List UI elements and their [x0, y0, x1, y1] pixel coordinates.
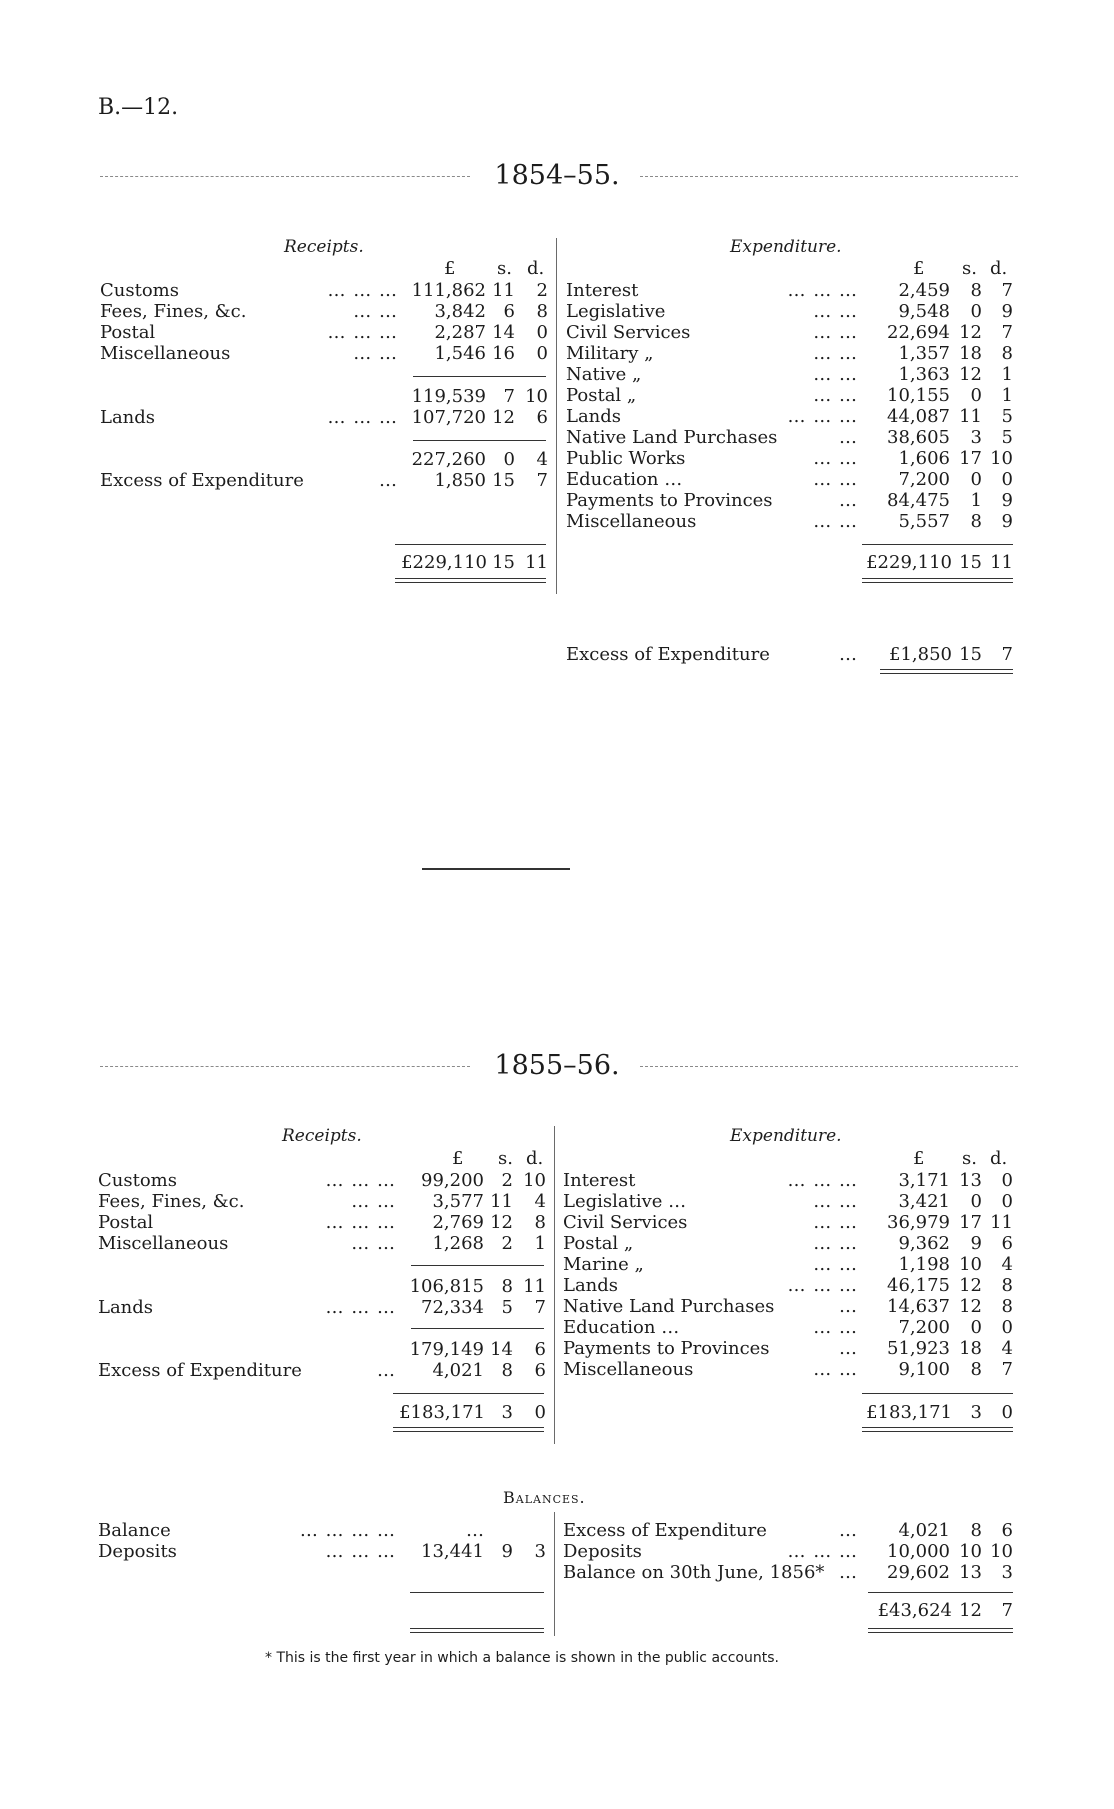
receipts-heading: Receipts.	[282, 1126, 362, 1146]
shillings-value: 0	[970, 385, 982, 406]
expenditure-row	[0, 1233, 1114, 1254]
pounds-value: 119,539	[411, 386, 486, 407]
leader-dots: … …	[813, 1212, 858, 1233]
pence-value: 7	[1001, 1359, 1013, 1380]
expenditure-total-row	[0, 1402, 1114, 1423]
row-label: Lands	[100, 407, 156, 428]
pence-value: 6	[534, 1360, 546, 1381]
balance-row	[0, 1520, 1114, 1541]
leader-dots: … …	[813, 448, 858, 469]
row-label: Lands	[566, 406, 622, 427]
shillings-value: 17	[959, 448, 982, 469]
expenditure-total-rule	[862, 544, 1013, 545]
pounds-value: 5,557	[898, 511, 950, 532]
shillings-value: 5	[501, 1297, 513, 1318]
pounds-value: 7,200	[898, 469, 950, 490]
shillings-value: 15	[959, 644, 982, 665]
shillings-column-header: s.	[498, 1148, 513, 1169]
pence-value: 9	[1001, 301, 1013, 322]
pence-value: 5	[1001, 427, 1013, 448]
pounds-value: 1,546	[434, 343, 486, 364]
expenditure-row	[0, 1338, 1114, 1359]
pence-value: 7	[1001, 280, 1013, 301]
pounds-value: £229,110	[866, 552, 952, 573]
leader-dots: …	[839, 490, 858, 511]
row-label: Deposits	[563, 1541, 642, 1562]
pounds-value: 4,021	[432, 1360, 484, 1381]
expenditure-total-rule	[862, 1393, 1013, 1394]
pence-value: 11	[525, 552, 548, 573]
leader-dots: … … …	[787, 1170, 858, 1191]
shillings-value: 3	[970, 1402, 982, 1423]
leader-dots: … … …	[787, 406, 858, 427]
pence-value: 9	[1001, 490, 1013, 511]
row-label: Education …	[566, 469, 683, 490]
pounds-value: 36,979	[887, 1212, 950, 1233]
row-label: Postal	[100, 322, 156, 343]
year-rule-right	[640, 176, 1018, 177]
pounds-value: 1,357	[898, 343, 950, 364]
row-label: Postal „	[563, 1233, 634, 1254]
pounds-column-header: £	[913, 258, 925, 279]
row-label: Excess of Expenditure	[100, 470, 304, 491]
leader-dots: … … …	[327, 407, 398, 428]
row-label: Fees, Fines, &c.	[100, 301, 247, 322]
pounds-value: 1,268	[432, 1233, 484, 1254]
section-separator	[422, 868, 570, 870]
expenditure-row	[0, 406, 1114, 427]
leader-dots: … … … …	[299, 1520, 396, 1541]
pounds-value: 2,769	[432, 1212, 484, 1233]
pounds-value: £183,171	[866, 1402, 952, 1423]
pence-value: 0	[1001, 1402, 1013, 1423]
pounds-value: 111,862	[411, 280, 486, 301]
row-label: Civil Services	[563, 1212, 688, 1233]
row-label: Native Land Purchases	[566, 427, 778, 448]
row-label: Public Works	[566, 448, 686, 469]
pounds-value: 3,171	[898, 1170, 950, 1191]
leader-dots: … … …	[787, 1275, 858, 1296]
pence-column-header: d.	[990, 258, 1008, 279]
pence-value: 0	[1001, 469, 1013, 490]
pounds-value: 13,441	[421, 1541, 484, 1562]
pounds-value: 44,087	[887, 406, 950, 427]
leader-dots: …	[839, 1562, 858, 1583]
receipts-subtotal-rule	[413, 440, 546, 441]
shillings-value: 3	[501, 1402, 513, 1423]
leader-dots: … … …	[327, 280, 398, 301]
balances-right-total-rule	[868, 1592, 1013, 1593]
shillings-value: 8	[501, 1276, 513, 1297]
pounds-value: 1,198	[898, 1254, 950, 1275]
pence-value: 7	[1001, 1600, 1013, 1621]
expenditure-row	[0, 469, 1114, 490]
shillings-value: 10	[959, 1541, 982, 1562]
row-label: Interest	[563, 1170, 636, 1191]
pence-value: 2	[536, 280, 548, 301]
pounds-value: £1,850	[889, 644, 952, 665]
shillings-value: 12	[959, 364, 982, 385]
pence-value: 10	[990, 1541, 1013, 1562]
expenditure-row	[0, 1296, 1114, 1317]
pounds-value: 1,363	[898, 364, 950, 385]
pounds-column-header: £	[913, 1148, 925, 1169]
pounds-value: 3,577	[432, 1191, 484, 1212]
pounds-value: …	[466, 1520, 484, 1541]
shillings-value: 0	[503, 449, 515, 470]
shillings-value: 2	[501, 1233, 513, 1254]
shillings-value: 7	[503, 386, 515, 407]
receipts-total-double-rule	[393, 1427, 544, 1432]
pounds-value: 1,850	[434, 470, 486, 491]
leader-dots: … …	[813, 1233, 858, 1254]
pence-value: 0	[534, 1402, 546, 1423]
pounds-value: 72,334	[421, 1297, 484, 1318]
shillings-value: 18	[959, 343, 982, 364]
pounds-value: 14,637	[887, 1296, 950, 1317]
pence-column-header: d.	[990, 1148, 1008, 1169]
pounds-value: 38,605	[887, 427, 950, 448]
shillings-value: 11	[959, 406, 982, 427]
expenditure-row	[0, 1275, 1114, 1296]
leader-dots: … …	[813, 322, 858, 343]
shillings-value: 15	[492, 470, 515, 491]
pence-value: 0	[536, 343, 548, 364]
shillings-value: 17	[959, 1212, 982, 1233]
leader-dots: …	[839, 1338, 858, 1359]
row-label: Customs	[98, 1170, 177, 1191]
pounds-value: 227,260	[411, 449, 486, 470]
expenditure-row	[0, 385, 1114, 406]
shillings-value: 12	[959, 1600, 982, 1621]
pounds-value: 1,606	[898, 448, 950, 469]
excess-double-rule	[880, 669, 1013, 674]
expenditure-total-double-rule	[862, 1427, 1013, 1432]
pounds-value: £229,110	[401, 552, 487, 573]
receipts-subtotal-rule	[411, 1328, 544, 1329]
shillings-value: 1	[970, 490, 982, 511]
expenditure-row	[0, 448, 1114, 469]
leader-dots: …	[839, 1296, 858, 1317]
section-year-title: 1854–55.	[494, 160, 620, 191]
balances-left-total-rule	[410, 1592, 544, 1593]
leader-dots: … …	[813, 1254, 858, 1275]
pence-value: 7	[534, 1297, 546, 1318]
row-label: Fees, Fines, &c.	[98, 1191, 245, 1212]
pounds-value: 7,200	[898, 1317, 950, 1338]
leader-dots: … …	[813, 343, 858, 364]
pence-value: 10	[523, 1170, 546, 1191]
leader-dots: …	[839, 1520, 858, 1541]
shillings-value: 13	[959, 1562, 982, 1583]
pounds-column-header: £	[452, 1148, 464, 1169]
leader-dots: … … …	[325, 1170, 396, 1191]
pence-value: 4	[1001, 1338, 1013, 1359]
pence-value: 1	[534, 1233, 546, 1254]
pounds-column-header: £	[444, 258, 456, 279]
row-label: Marine „	[563, 1254, 644, 1275]
excess-row	[0, 644, 1114, 665]
pence-value: 5	[1001, 406, 1013, 427]
page-reference: B.—12.	[98, 95, 179, 120]
pence-value: 10	[990, 448, 1013, 469]
row-label: Excess of Expenditure	[98, 1360, 302, 1381]
pounds-value: 9,362	[898, 1233, 950, 1254]
row-label: Native Land Purchases	[563, 1296, 775, 1317]
row-label: Interest	[566, 280, 639, 301]
pence-value: 6	[534, 1339, 546, 1360]
leader-dots: …	[377, 1360, 396, 1381]
pounds-value: 2,459	[898, 280, 950, 301]
leader-dots: …	[839, 644, 858, 665]
expenditure-total-row	[0, 552, 1114, 573]
leader-dots: … …	[351, 1233, 396, 1254]
row-label: Postal	[98, 1212, 154, 1233]
row-label: Lands	[98, 1297, 154, 1318]
leader-dots: … …	[813, 385, 858, 406]
row-label: Payments to Provinces	[563, 1338, 770, 1359]
row-label: Excess of Expenditure	[563, 1520, 767, 1541]
expenditure-row	[0, 343, 1114, 364]
leader-dots: …	[839, 427, 858, 448]
shillings-value: 9	[501, 1541, 513, 1562]
pence-value: 6	[536, 407, 548, 428]
pounds-value: £183,171	[399, 1402, 485, 1423]
shillings-value: 16	[492, 343, 515, 364]
balances-right-double-rule	[868, 1628, 1013, 1633]
pence-value: 8	[1001, 1296, 1013, 1317]
pence-value: 8	[536, 301, 548, 322]
shillings-value: 12	[490, 1212, 513, 1233]
leader-dots: … … …	[325, 1541, 396, 1562]
shillings-value: 12	[959, 1275, 982, 1296]
expenditure-row	[0, 280, 1114, 301]
expenditure-heading: Expenditure.	[730, 237, 842, 257]
row-label: Miscellaneous	[563, 1359, 694, 1380]
row-label: Education …	[563, 1317, 680, 1338]
receipts-total-rule	[395, 544, 546, 545]
pence-value: 8	[534, 1212, 546, 1233]
leader-dots: … …	[351, 1191, 396, 1212]
row-label: Legislative …	[563, 1191, 687, 1212]
pence-value: 11	[523, 1276, 546, 1297]
pounds-value: 106,815	[409, 1276, 484, 1297]
leader-dots: … …	[353, 343, 398, 364]
row-label: Miscellaneous	[98, 1233, 229, 1254]
pence-value: 3	[1001, 1562, 1013, 1583]
pence-value: 7	[1001, 322, 1013, 343]
row-label: Deposits	[98, 1541, 177, 1562]
footnote: * This is the first year in which a balance is shown in the public accounts.	[265, 1650, 779, 1666]
receipts-total-double-rule	[395, 578, 546, 583]
receipts-heading: Receipts.	[284, 237, 364, 257]
pence-value: 9	[1001, 511, 1013, 532]
receipts-subtotal-rule	[413, 376, 546, 377]
leader-dots: … …	[813, 364, 858, 385]
row-label: Payments to Provinces	[566, 490, 773, 511]
balances-total-row	[0, 1600, 1114, 1621]
pence-value: 10	[525, 386, 548, 407]
expenditure-row	[0, 490, 1114, 511]
shillings-value: 8	[970, 280, 982, 301]
pounds-value: 2,287	[434, 322, 486, 343]
section-year-title: 1855–56.	[494, 1050, 620, 1081]
pence-value: 4	[1001, 1254, 1013, 1275]
pence-value: 11	[990, 552, 1013, 573]
expenditure-row	[0, 322, 1114, 343]
balances-left-double-rule	[410, 1628, 544, 1633]
pence-column-header: d.	[526, 1148, 544, 1169]
pence-value: 8	[1001, 1275, 1013, 1296]
row-label: Balance on 30th June, 1856*	[563, 1562, 825, 1583]
receipts-total-rule	[393, 1393, 544, 1394]
pounds-value: 46,175	[887, 1275, 950, 1296]
expenditure-row	[0, 1254, 1114, 1275]
pounds-value: £43,624	[877, 1600, 952, 1621]
row-label: Civil Services	[566, 322, 691, 343]
pence-value: 3	[534, 1541, 546, 1562]
row-label: Native „	[566, 364, 642, 385]
expenditure-row	[0, 1212, 1114, 1233]
pence-value: 0	[1001, 1170, 1013, 1191]
shillings-value: 11	[492, 280, 515, 301]
leader-dots: … …	[813, 469, 858, 490]
balance-row	[0, 1541, 1114, 1562]
shillings-value: 8	[501, 1360, 513, 1381]
shillings-value: 3	[970, 427, 982, 448]
pounds-value: 9,100	[898, 1359, 950, 1380]
pounds-value: 179,149	[409, 1339, 484, 1360]
row-label: Military „	[566, 343, 654, 364]
pounds-value: 10,000	[887, 1541, 950, 1562]
shillings-value: 9	[970, 1233, 982, 1254]
shillings-value: 6	[503, 301, 515, 322]
leader-dots: … …	[813, 1191, 858, 1212]
pounds-value: 3,842	[434, 301, 486, 322]
row-label: Postal „	[566, 385, 637, 406]
pence-value: 0	[1001, 1317, 1013, 1338]
pounds-value: 99,200	[421, 1170, 484, 1191]
shillings-value: 10	[959, 1254, 982, 1275]
expenditure-row	[0, 427, 1114, 448]
shillings-value: 0	[970, 1317, 982, 1338]
leader-dots: … …	[813, 301, 858, 322]
leader-dots: … …	[813, 1317, 858, 1338]
shillings-value: 13	[959, 1170, 982, 1191]
leader-dots: … … …	[325, 1297, 396, 1318]
shillings-value: 2	[501, 1170, 513, 1191]
pounds-value: 4,021	[898, 1520, 950, 1541]
pence-value: 0	[1001, 1191, 1013, 1212]
leader-dots: … …	[353, 301, 398, 322]
pence-value: 6	[1001, 1233, 1013, 1254]
pence-value: 4	[536, 449, 548, 470]
shillings-value: 14	[492, 322, 515, 343]
row-label: Customs	[100, 280, 179, 301]
expenditure-row	[0, 301, 1114, 322]
row-label: Legislative	[566, 301, 666, 322]
shillings-value: 14	[490, 1339, 513, 1360]
pounds-value: 3,421	[898, 1191, 950, 1212]
row-label: Excess of Expenditure	[566, 644, 770, 665]
pence-value: 1	[1001, 364, 1013, 385]
shillings-value: 11	[490, 1191, 513, 1212]
leader-dots: … …	[813, 511, 858, 532]
pounds-value: 51,923	[887, 1338, 950, 1359]
shillings-value: 12	[492, 407, 515, 428]
pence-value: 7	[536, 470, 548, 491]
pence-value: 11	[990, 1212, 1013, 1233]
pence-column-header: d.	[527, 258, 545, 279]
shillings-column-header: s.	[962, 258, 977, 279]
balance-row	[0, 1562, 1114, 1583]
expenditure-row	[0, 1170, 1114, 1191]
expenditure-heading: Expenditure.	[730, 1126, 842, 1146]
row-label: Miscellaneous	[566, 511, 697, 532]
leader-dots: … … …	[325, 1212, 396, 1233]
pence-value: 6	[1001, 1520, 1013, 1541]
leader-dots: …	[379, 470, 398, 491]
pence-value: 1	[1001, 385, 1013, 406]
receipts-subtotal-rule	[411, 1265, 544, 1266]
pounds-value: 22,694	[887, 322, 950, 343]
pence-value: 8	[1001, 343, 1013, 364]
leader-dots: … … …	[327, 322, 398, 343]
pence-value: 0	[536, 322, 548, 343]
row-label: Lands	[563, 1275, 619, 1296]
pounds-value: 10,155	[887, 385, 950, 406]
shillings-value: 0	[970, 469, 982, 490]
leader-dots: … …	[813, 1359, 858, 1380]
expenditure-row	[0, 364, 1114, 385]
year-rule-right	[640, 1066, 1018, 1067]
leader-dots: … … …	[787, 280, 858, 301]
pence-value: 4	[534, 1191, 546, 1212]
expenditure-row	[0, 1317, 1114, 1338]
shillings-value: 0	[970, 1191, 982, 1212]
row-label: Balance	[98, 1520, 171, 1541]
leader-dots: … … …	[787, 1541, 858, 1562]
expenditure-row	[0, 1191, 1114, 1212]
pounds-value: 107,720	[411, 407, 486, 428]
shillings-value: 12	[959, 1296, 982, 1317]
shillings-value: 8	[970, 1520, 982, 1541]
shillings-value: 15	[959, 552, 982, 573]
shillings-value: 15	[492, 552, 515, 573]
pounds-value: 84,475	[887, 490, 950, 511]
pounds-value: 9,548	[898, 301, 950, 322]
row-label: Miscellaneous	[100, 343, 231, 364]
expenditure-row	[0, 1359, 1114, 1380]
expenditure-total-double-rule	[862, 578, 1013, 583]
pence-value: 7	[1001, 644, 1013, 665]
shillings-column-header: s.	[497, 258, 512, 279]
shillings-column-header: s.	[962, 1148, 977, 1169]
shillings-value: 0	[970, 301, 982, 322]
shillings-value: 12	[959, 322, 982, 343]
expenditure-row	[0, 511, 1114, 532]
shillings-value: 8	[970, 511, 982, 532]
shillings-value: 18	[959, 1338, 982, 1359]
pounds-value: 29,602	[887, 1562, 950, 1583]
balances-heading: Balances.	[503, 1488, 586, 1507]
shillings-value: 8	[970, 1359, 982, 1380]
